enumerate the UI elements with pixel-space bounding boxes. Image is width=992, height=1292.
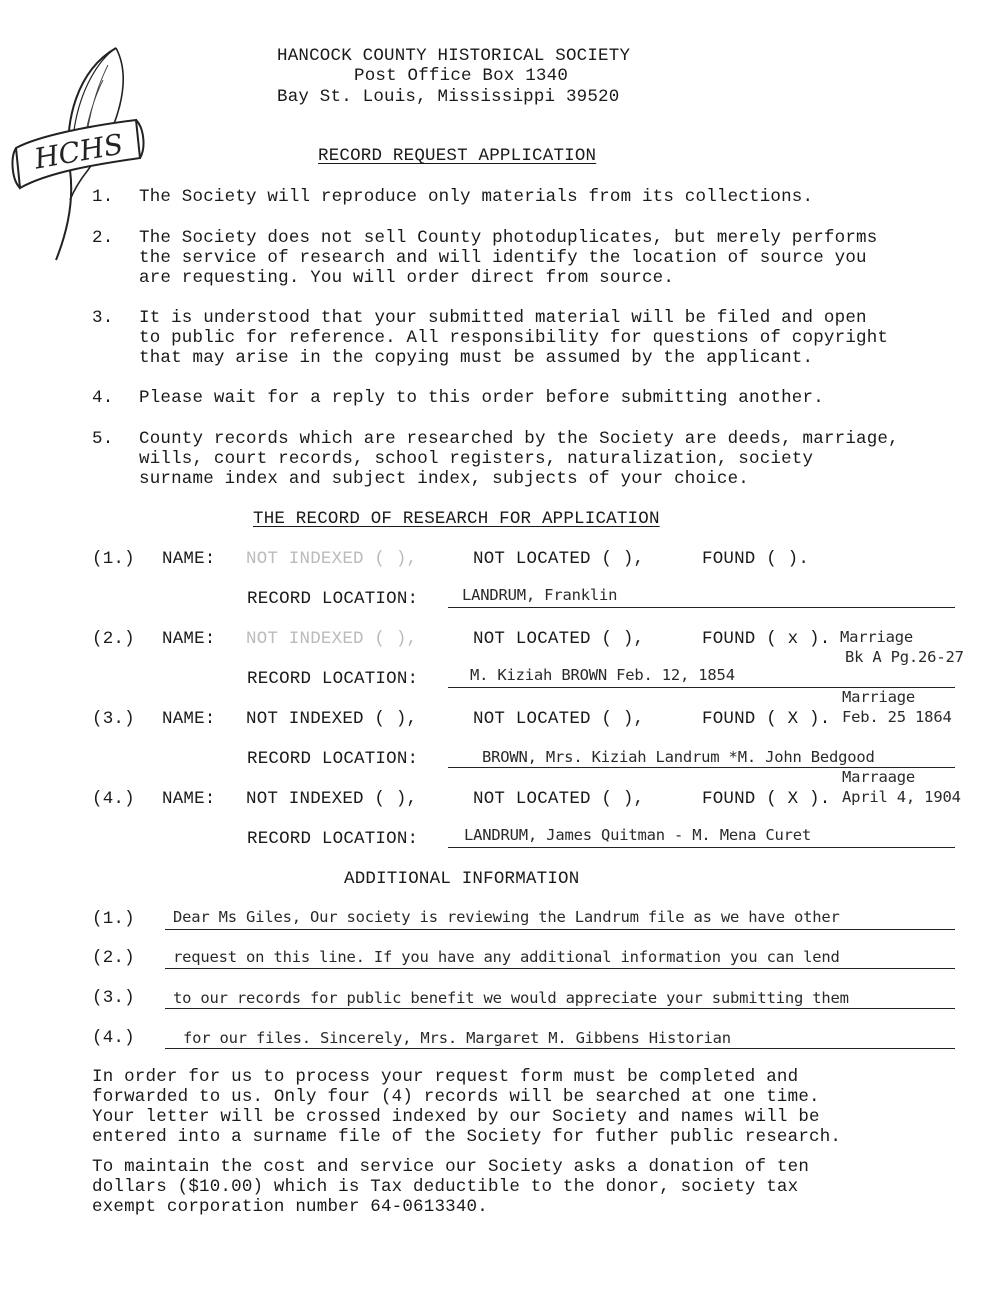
rule-text: to public for reference. All responsibility for questions of copyright <box>139 328 889 348</box>
research-note: Feb. 25 1864 <box>842 708 952 726</box>
record-location-line <box>448 607 955 608</box>
not-indexed-option: NOT INDEXED ( ), <box>246 789 418 809</box>
record-location-value: LANDRUM, Franklin <box>462 586 618 604</box>
city-address: Bay St. Louis, Mississippi 39520 <box>277 87 620 107</box>
research-note: Bk A Pg.26-27 <box>845 648 964 666</box>
record-location-value: M. Kiziah BROWN Feb. 12, 1854 <box>470 666 735 684</box>
donation-line: dollars ($10.00) which is Tax deductible to the donor, society tax <box>92 1177 799 1197</box>
found-option: FOUND ( ). <box>702 549 810 569</box>
not-located-option: NOT LOCATED ( ), <box>473 629 645 649</box>
research-note: Marriage <box>840 628 914 646</box>
record-location-label: RECORD LOCATION: <box>247 749 419 769</box>
not-located-option: NOT LOCATED ( ), <box>473 709 645 729</box>
name-label: NAME: <box>162 789 216 809</box>
additional-line <box>165 1048 955 1049</box>
rule-text: the service of research and will identify the location of source you <box>139 248 867 268</box>
not-located-option: NOT LOCATED ( ), <box>473 789 645 809</box>
closing-line: forwarded to us. Only four (4) records will be searched at one time. <box>92 1087 820 1107</box>
logo-monogram: HCHS <box>31 127 126 176</box>
additional-title: ADDITIONAL INFORMATION <box>344 869 580 889</box>
form-title: RECORD REQUEST APPLICATION <box>318 146 597 166</box>
donation-line: To maintain the cost and service our Society asks a donation of ten <box>92 1157 810 1177</box>
additional-line <box>165 968 955 969</box>
record-location-label: RECORD LOCATION: <box>247 829 419 849</box>
not-indexed-option: NOT INDEXED ( ), <box>246 549 418 569</box>
rule-text: The Society will reproduce only materials from its collections. <box>139 187 814 207</box>
research-number: (2.) <box>92 629 135 649</box>
donation-line: exempt corporation number 64-0613340. <box>92 1197 488 1217</box>
additional-text: for our files. Sincerely, Mrs. Margaret M. Gibbens Historian <box>183 1029 731 1047</box>
research-note: Marraage <box>842 768 916 786</box>
research-note: April 4, 1904 <box>842 788 961 806</box>
name-label: NAME: <box>162 629 216 649</box>
research-note: Marriage <box>842 688 916 706</box>
rule-number: 4. <box>92 388 114 408</box>
rule-text: that may arise in the copying must be assumed by the applicant. <box>139 348 814 368</box>
record-location-label: RECORD LOCATION: <box>247 589 419 609</box>
additional-text: request on this line. If you have any additional information you can lend <box>173 948 840 966</box>
not-indexed-option: NOT INDEXED ( ), <box>246 629 418 649</box>
name-label: NAME: <box>162 709 216 729</box>
rule-number: 2. <box>92 228 114 248</box>
closing-line: entered into a surname file of the Society for futher public research. <box>92 1127 842 1147</box>
found-option: FOUND ( x ). <box>702 629 831 649</box>
found-option: FOUND ( X ). <box>702 789 831 809</box>
rule-text: County records which are researched by the Society are deeds, marriage, <box>139 429 899 449</box>
rule-number: 5. <box>92 429 114 449</box>
rule-text: It is understood that your submitted material will be filed and open <box>139 308 867 328</box>
additional-text: to our records for public benefit we would appreciate your submitting them <box>173 989 849 1007</box>
record-location-line <box>448 847 955 848</box>
not-located-option: NOT LOCATED ( ), <box>473 549 645 569</box>
research-number: (4.) <box>92 789 135 809</box>
record-location-label: RECORD LOCATION: <box>247 669 419 689</box>
closing-line: In order for us to process your request form must be completed and <box>92 1067 799 1087</box>
research-number: (1.) <box>92 549 135 569</box>
record-location-value: BROWN, Mrs. Kiziah Landrum *M. John Bedgood <box>482 748 875 766</box>
found-option: FOUND ( X ). <box>702 709 831 729</box>
rule-text: The Society does not sell County photoduplicates, but merely performs <box>139 228 878 248</box>
research-number: (3.) <box>92 709 135 729</box>
additional-line <box>165 929 955 930</box>
not-indexed-option: NOT INDEXED ( ), <box>246 709 418 729</box>
rule-number: 3. <box>92 308 114 328</box>
rule-text: are requesting. You will order direct from source. <box>139 268 675 288</box>
additional-text: Dear Ms Giles, Our society is reviewing the Landrum file as we have other <box>173 908 840 926</box>
additional-number: (1.) <box>92 909 135 929</box>
additional-number: (4.) <box>92 1028 135 1048</box>
org-name: HANCOCK COUNTY HISTORICAL SOCIETY <box>277 46 631 66</box>
additional-number: (3.) <box>92 988 135 1008</box>
po-box: Post Office Box 1340 <box>354 66 569 86</box>
closing-line: Your letter will be crossed indexed by our Society and names will be <box>92 1107 820 1127</box>
additional-line <box>165 1008 955 1009</box>
rule-text: surname index and subject index, subjects of your choice. <box>139 469 749 489</box>
name-label: NAME: <box>162 549 216 569</box>
rule-text: wills, court records, school registers, naturalization, society <box>139 449 814 469</box>
rule-text: Please wait for a reply to this order before submitting another. <box>139 388 824 408</box>
record-location-value: LANDRUM, James Quitman - M. Mena Curet <box>464 826 812 844</box>
rule-number: 1. <box>92 187 114 207</box>
additional-number: (2.) <box>92 948 135 968</box>
research-title: THE RECORD OF RESEARCH FOR APPLICATION <box>253 509 660 529</box>
